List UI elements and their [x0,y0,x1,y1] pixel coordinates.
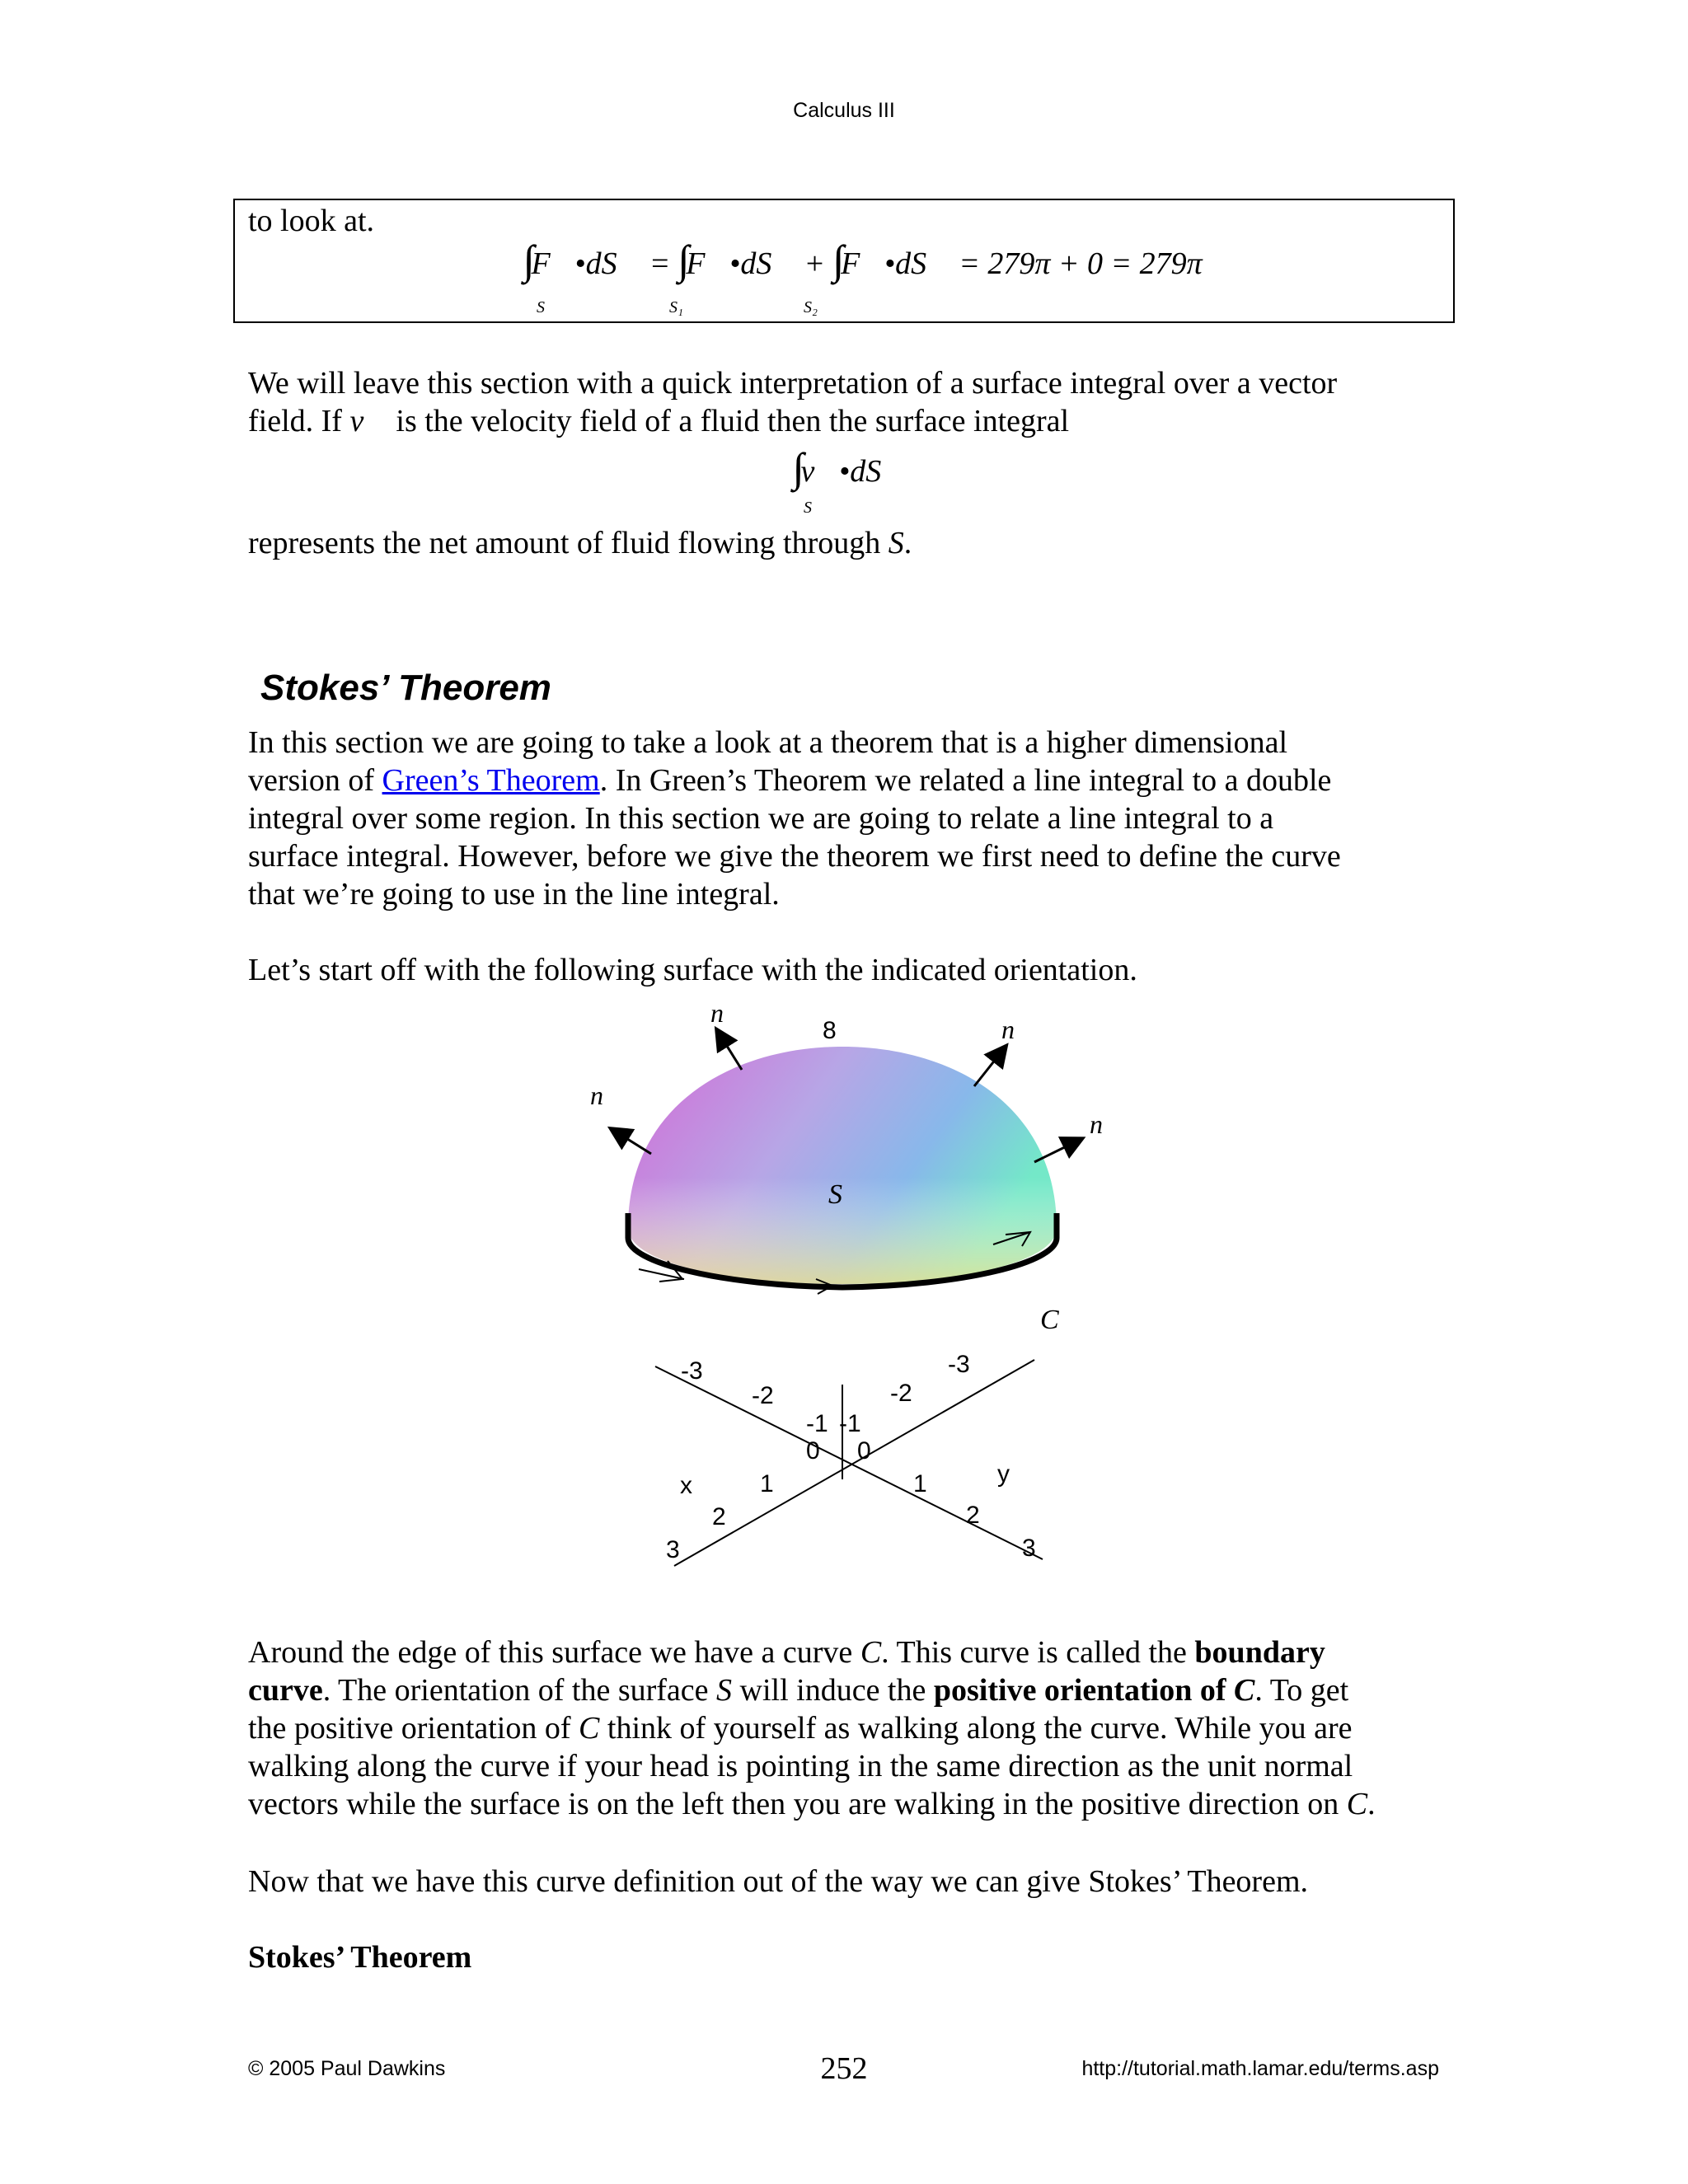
footer-page-number: 252 [820,2051,868,2086]
footer-url: http://tutorial.math.lamar.edu/terms.asp [1081,2057,1439,2080]
x-axis-label: x [680,1472,692,1499]
normal-arrow-icon [717,1030,742,1070]
running-header: Calculus III [793,99,895,122]
section-title: Stokes’ Theorem [260,668,551,708]
normal-label: n⃗ [1090,1109,1123,1139]
normal-arrow-icon [612,1129,651,1154]
y-tick-label: 0 [857,1437,871,1465]
y-axis-label: y [997,1460,1010,1488]
subscript-s: S [804,499,812,517]
subscript-s: S [537,298,545,316]
footer-copyright: © 2005 Paul Dawkins [248,2057,446,2080]
y-tick-label: 2 [966,1502,980,1529]
z-tick-label: 8 [823,1017,837,1044]
para1-line3: represents the net amount of fluid flowing through S. [248,526,912,560]
normal-label: n⃗ [1001,1015,1035,1044]
para3: Let’s start off with the following surface with the indicated orientation. [248,953,1137,987]
x-tick-label: -2 [752,1382,774,1409]
subscript-s1: S₁ [669,298,683,316]
para4: Around the edge of this surface we have a curve C. This curve is called the boundary curve. The orientation of the surface S will induce the positive orientation of C. To get the positive orientation of C think of yourself as walking along the curve. While you are walking along the curve if your head is pointing in the same direction as the unit normal vectors while the surface is on the left then you are walking in the positive direction on C. [248,1635,1376,1821]
x-tick-label: 0 [806,1437,820,1465]
x-tick-label: -3 [681,1357,703,1385]
x-tick-label: -1 [806,1410,828,1437]
x-tick-label: 2 [712,1503,726,1530]
y-tick-label: -1 [839,1410,861,1437]
box-intro-text: to look at. [248,204,375,238]
normal-label: n⃗ [710,998,744,1028]
para5: Now that we have this curve definition out of the way we can give Stokes’ Theorem. [248,1864,1309,1899]
normal-label: n⃗ [590,1080,624,1110]
y-tick-label: 1 [913,1470,927,1497]
hemisphere-shading [628,1047,1057,1284]
para1-line1: We will leave this section with a quick interpretation of a surface integral over a vector [248,366,1338,401]
velocity-symbol: v⃗ [349,404,388,438]
velocity-flux-integral: v⃗•dS [800,454,882,489]
y-tick-label: 3 [1022,1535,1036,1562]
x-tick-label: 1 [760,1470,774,1497]
curve-label: C [1040,1305,1059,1335]
para1-line2: field. If v⃗ is the velocity field of a fluid then the surface integral [248,404,1070,438]
y-tick-label: -2 [890,1380,912,1407]
subscript-s2: S₂ [804,298,818,316]
hemisphere-figure [577,997,1170,1582]
normal-arrow-icon [974,1047,1006,1086]
y-tick-label: -3 [948,1351,970,1378]
flux-equation: F⃗•dS⃗ = F⃗•dS⃗ + F⃗•dS⃗ = 279π + 0 = 279π [531,246,1203,281]
normal-arrow-icon [1034,1139,1081,1162]
greens-theorem-link[interactable]: Green’s Theorem [382,763,600,798]
x-tick-label: 3 [666,1536,680,1563]
para2: In this section we are going to take a look at a theorem that is a higher dimensional version of Green’s Theorem. In Green’s Theorem we related a line integral to a double integral over some region. In this section we are going to relate a line integral to a surface integral. However, before we give the theorem we first need to define the curve that we’re going to use in the line integral. [248,725,1341,912]
y-axis-line [674,1360,1034,1566]
theorem-subheading: Stokes’ Theorem [248,1940,472,1975]
surface-label: S [828,1179,842,1210]
